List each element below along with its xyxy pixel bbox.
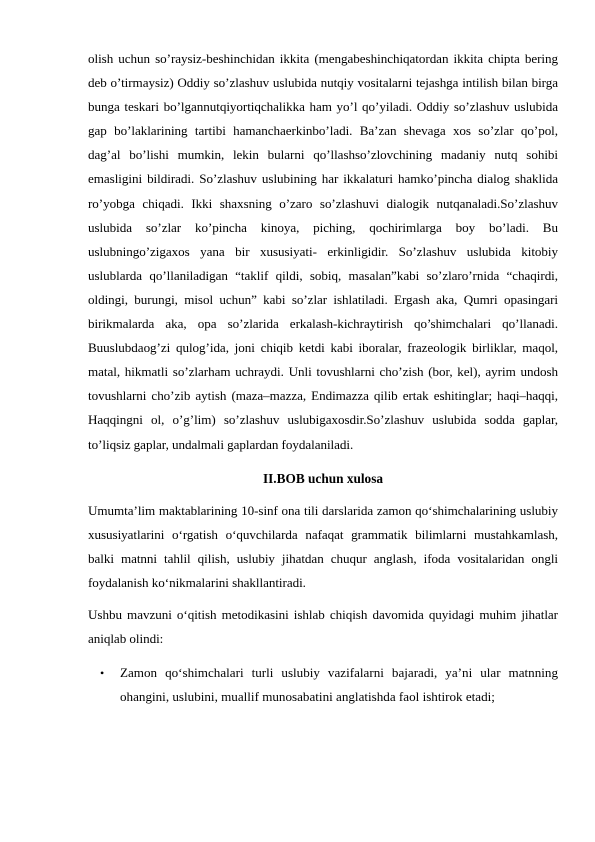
list-item-text: Zamon qo‘shimchalari turli uslubiy vazifalarni bajaradi, ya’ni ular matnning ohangini, uslubini, muallif munosabatini anglatishda faol ishtirok etadi;: [120, 665, 558, 705]
list-item: [88, 661, 558, 709]
bullet-list: [88, 661, 558, 709]
section-heading: II.BOB uchun xulosa: [262, 470, 384, 486]
document-page: [88, 47, 558, 709]
bullet-dot-icon: •: [100, 666, 105, 681]
body-paragraph-2: Umumta’lim maktablarining 10-sinf ona tili darslarida zamon qo‘shimchalarining uslubiy xususiyatlarini o‘rgatish o‘quvchilarda nafaqat grammatik bilimlarni mustahkamlash, balki matnni tahlil qilish, uslubiy jihatdan chuqur anglash, ifoda vositalaridan ongli foydalanish ko‘nikmalarini shakllantiradi.: [88, 502, 558, 590]
body-paragraph-1: olish uchun so’raysiz-beshinchidan ikkita (mengabeshinchiqatordan ikkita chipta bering deb o’tirmaysiz) Oddiy so’zlashuv uslubida nutqiy vositalarni tejashga intilish bilan birga bunga teskari bo’lgannutqiyortiqchalikka ham yo’l qo’yiladi. Oddiy so’zlashuv uslubida gap bo’laklarining tartibi hamanchaerkinbo’ladi. Ba’zan shevaga xos so’zlar qo’pol, dag’al bo’lishi mumkin, lekin bularni qo’llashso’zlovchining madaniy nutq sohibi emasligini bildiradi. So’zlashuv uslubining har ikkalaturi hamko’pincha dialog shaklida ro’yobga chiqadi. Ikki shaxsning o’zaro so’zlashuvi dialogik nutqanaladi.So’zlashuv uslubida so’zlar ko’pincha kinoya, piching, qochirimlarga boy bo’ladi. Bu uslubningo’zigaxos yana bir xususiyati- erkinligidir. So’zlashuv uslubida kitobiy uslublarda qo’llaniladigan “taklif qildi, sobiq, masalan”kabi so’zlaro’rnida “chaqirdi, oldingi, burungi, misol uchun” kabi so’zlar ishlatiladi. Ergash aka, Qumri opasingari birikmalarda aka, opa so’zlarida erkalash-kichraytirish qo’shimchalari qo’llanadi. Buuslubdaog’zi qulog’ida, joni chiqib ketdi kabi iboralar, frazeologik birliklar, maqol, matal, hikmatli so’zlarham uchraydi. Unli tovushlarni cho’zish (bor, kel), ayrim undosh tovushlarni cho’zib aytish (maza–mazza, Endimazza qilib ertak eshitinglar; haqi–haqqi, Haqqingni ol, o’g’lim) so’zlashuv uslubigaxosdir.So’zlashuv uslubida sodda gaplar, to’liqsiz gaplar, undalmali gaplardan foydalaniladi.: [88, 51, 558, 452]
body-paragraph-3: Ushbu mavzuni o‘qitish metodikasini ishlab chiqish davomida quyidagi muhim jihatlar aniqlab olindi:: [88, 606, 558, 647]
